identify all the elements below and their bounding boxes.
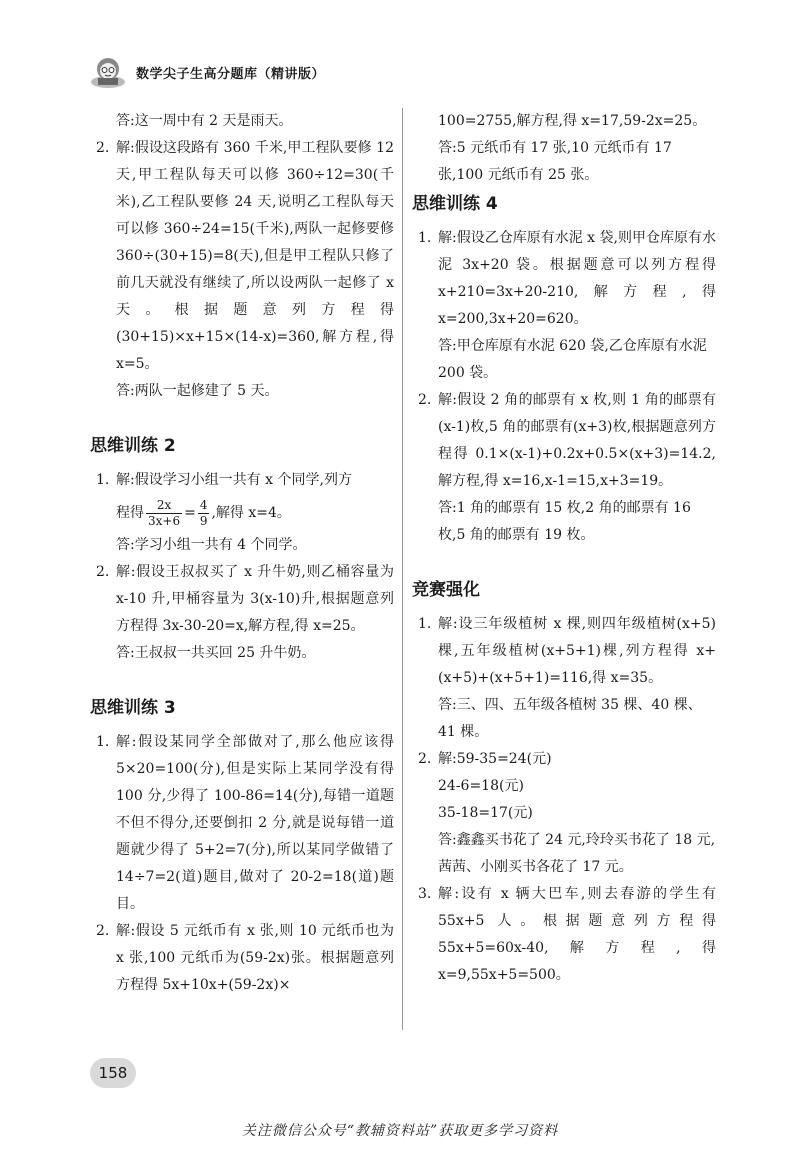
calculation-line: 24-6=18(元)	[438, 778, 524, 794]
list-item	[96, 729, 394, 918]
book-title: 数学尖子生高分题库（精讲版）	[136, 66, 326, 82]
numerator: 4	[199, 497, 208, 512]
answer-line: 答:甲仓库原有水泥 620 袋,乙仓库原有水泥 200 袋。	[438, 338, 707, 381]
footer-note: 关注微信公众号“教辅资料站”获取更多学习资料	[241, 1123, 559, 1139]
solution-text: 解:假设 2 角的邮票有 x 枚,则 1 角的邮票有(x-1)枚,5 角的邮票有(x+3)枚,根据题意列方程得 0.1×(x-1)+0.2x+0.5×(x+3)=14.2,解方程,得 x=16,x-1=15,x+3=19。	[438, 392, 716, 489]
denominator: 3x+6	[148, 513, 181, 528]
list-item	[96, 135, 394, 378]
fraction	[198, 498, 210, 529]
list-item	[418, 387, 716, 495]
item-number: 1.	[418, 230, 432, 246]
answer-line: 答:这一周中有 2 天是雨天。	[116, 113, 293, 129]
item-number: 2.	[96, 923, 110, 939]
solution-text: 解:假设这段路有 360 千米,甲工程队要修 12 天,甲工程队每天可以修 360÷12=30(千米),乙工程队要修 24 天,说明乙工程队每天可以修 360÷24=15(千米),两队一起修要修 360÷(30+15)=8(天),但是甲工程队只修了前几天就没有继续了,所以设两队一起修了 x 天。根据题意列方程得(30+15)×x+15×(14-x)=360,解方程,得 x=5。	[116, 140, 394, 372]
mascot-logo-icon	[88, 52, 128, 92]
numerator: 2x	[146, 498, 182, 514]
solution-text: 解:假设某同学全部做对了,那么他应该得 5×20=100(分),但是实际上某同学没有得 100 分,少得了 100-86=14(分),每错一道题不但不得分,还要倒扣 2 分,就是说每错一道题就少得了 5+2=7(分),所以某同学做错了 14÷7=2(道)题目,做对了 20-2=18(道)题目。	[116, 734, 394, 912]
answer-line: 答:三、四、五年级各植树 35 棵、40 棵、41 棵。	[438, 697, 702, 740]
answer-line: 答:鑫鑫买书花了 24 元,玲玲买书花了 18 元,茜茜、小刚买书各花了 17 元。	[438, 832, 716, 875]
list-item	[418, 881, 716, 989]
section-heading: 思维训练 2	[90, 436, 176, 456]
solution-text: 解:59-35=24(元)	[438, 751, 552, 767]
equation-prefix: 程得	[116, 505, 144, 521]
section-heading: 思维训练 3	[90, 698, 176, 718]
list-item	[96, 467, 394, 494]
page-header	[88, 52, 325, 92]
calculation-line: 35-18=17(元)	[438, 805, 533, 821]
item-number: 2.	[418, 751, 432, 767]
solution-text: 解:设有 x 辆大巴车,则去春游的学生有 55x+5 人。根据题意列方程得 55x+5=60x-40,解方程,得 x=9,55x+5=500。	[438, 886, 716, 983]
section-heading: 竞赛强化	[412, 580, 480, 600]
answer-line: 答:学习小组一共有 4 个同学。	[116, 537, 307, 553]
solution-text: 解:假设乙仓库原有水泥 x 袋,则甲仓库原有水泥 3x+20 袋。根据题意可以列方程得 x+210=3x+20-210,解方程,得 x=200,3x+20=620。	[438, 230, 716, 327]
answer-line: 答:两队一起修建了 5 天。	[116, 383, 279, 399]
answer-line: 答:王叔叔一共买回 25 升牛奶。	[116, 645, 316, 661]
page-number: 158	[90, 1058, 136, 1088]
fraction	[146, 498, 182, 529]
list-item	[418, 225, 716, 333]
list-item	[96, 559, 394, 640]
solution-text: 解:假设王叔叔买了 x 升牛奶,则乙桶容量为 x-10 升,甲桶容量为 3(x-10)升,根据题意列方程得 3x-30-20=x,解方程,得 x=25。	[116, 564, 394, 634]
equation-line	[96, 494, 394, 532]
denominator: 9	[199, 513, 208, 528]
item-number: 2.	[96, 140, 110, 156]
solution-continuation: 100=2755,解方程,得 x=17,59-2x=25。	[438, 113, 707, 129]
list-item	[418, 746, 716, 773]
section-heading: 思维训练 4	[412, 194, 498, 214]
column-divider	[402, 108, 403, 1030]
equals-sign: =	[184, 505, 196, 521]
item-number: 1.	[96, 734, 110, 750]
left-column	[90, 108, 394, 999]
item-number: 3.	[418, 886, 432, 902]
answer-line: 答:1 角的邮票有 15 枚,2 角的邮票有 16 枚,5 角的邮票有 19 枚。	[438, 500, 691, 543]
solution-text: 解:假设学习小组一共有 x 个同学,列方	[116, 472, 352, 488]
item-number: 2.	[96, 564, 110, 580]
list-item	[96, 918, 394, 999]
answer-line: 答:5 元纸币有 17 张,10 元纸币有 17 张,100 元纸币有 25 张。	[438, 140, 672, 183]
equation-suffix: ,解得 x=4。	[211, 505, 291, 521]
solution-text: 解:假设 5 元纸币有 x 张,则 10 元纸币也为 x 张,100 元纸币为(59-2x)张。根据题意列方程得 5x+10x+(59-2x)×	[116, 923, 394, 993]
right-column	[412, 108, 716, 989]
list-item	[418, 611, 716, 692]
item-number: 1.	[96, 472, 110, 488]
item-number: 2.	[418, 392, 432, 408]
solution-text: 解:设三年级植树 x 棵,则四年级植树(x+5)棵,五年级植树(x+5+1)棵,列方程得 x+(x+5)+(x+5+1)=116,得 x=35。	[438, 616, 716, 686]
item-number: 1.	[418, 616, 432, 632]
